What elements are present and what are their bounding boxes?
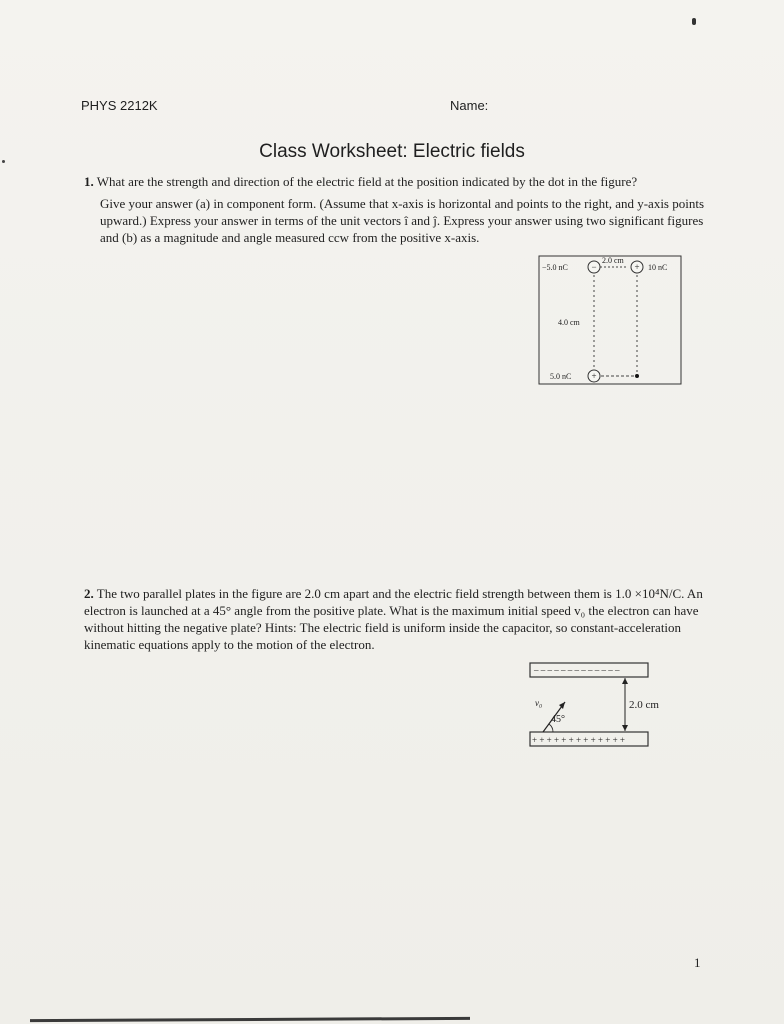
question-1-lead [84, 173, 724, 190]
scan-speck [692, 18, 696, 25]
page-title: Class Worksheet: Electric fields [259, 141, 525, 162]
positive-sign-top: + [634, 262, 640, 272]
gap-arrow-down-icon [622, 725, 628, 731]
charge-label-top-left: −5.0 nC [542, 263, 568, 272]
field-point-dot [635, 374, 639, 378]
positive-plate-signs: + + + + + + + + + + + + + [532, 735, 625, 745]
gap-label: 2.0 cm [629, 699, 659, 711]
gap-arrow-up-icon [622, 678, 628, 684]
positive-sign-bottom: + [591, 371, 597, 381]
capacitor-figure [525, 658, 685, 750]
width-label: 2.0 cm [602, 256, 624, 265]
question-1-lead-text: What are the strength and direction of the electric field at the position indicated by the dot in the figure? [96, 174, 638, 189]
question-2-text: The two parallel plates in the figure are 2.0 cm apart and the electric field strength between them is 1.0 ×10⁴N/C. An electron is launched at a 45° angle from the positive plate. What is the maximum initial speed v₀ the electron can have without hitting the negative plate? Hints: The electric field is uniform inside the capacitor, so constant-acceleration kinematic equations apply to the motion of the electron. [84, 586, 703, 652]
question-1-number: 1. [84, 174, 94, 189]
scan-edge-line [30, 1017, 470, 1022]
angle-arc [549, 724, 553, 732]
charge-label-top-right: 10 nC [648, 263, 668, 272]
charge-figure [538, 255, 682, 385]
name-field-label: Name: [450, 98, 489, 113]
velocity-label: v₀ [535, 698, 543, 708]
question-1-body: Give your answer (a) in component form. (Assume that x-axis is horizontal and points to the right, and y-axis points upward.) Express your answer in terms of the unit vectors î and ĵ. Express your answer using two significant figures and (b) as a magnitude and angle measured ccw from the positive x-axis. [100, 196, 705, 245]
angle-label: 45° [551, 714, 565, 725]
course-code: PHYS 2212K [81, 98, 158, 113]
scan-speck-left [2, 160, 5, 163]
question-2-number: 2. [84, 586, 94, 601]
height-label: 4.0 cm [558, 318, 580, 327]
negative-sign: − [591, 262, 597, 272]
negative-plate-signs: – – – – – – – – – – – – – [534, 665, 620, 675]
page-number: 1 [694, 955, 701, 970]
charge-label-bottom-left: 5.0 nC [550, 372, 572, 381]
question-2-body [84, 585, 704, 653]
